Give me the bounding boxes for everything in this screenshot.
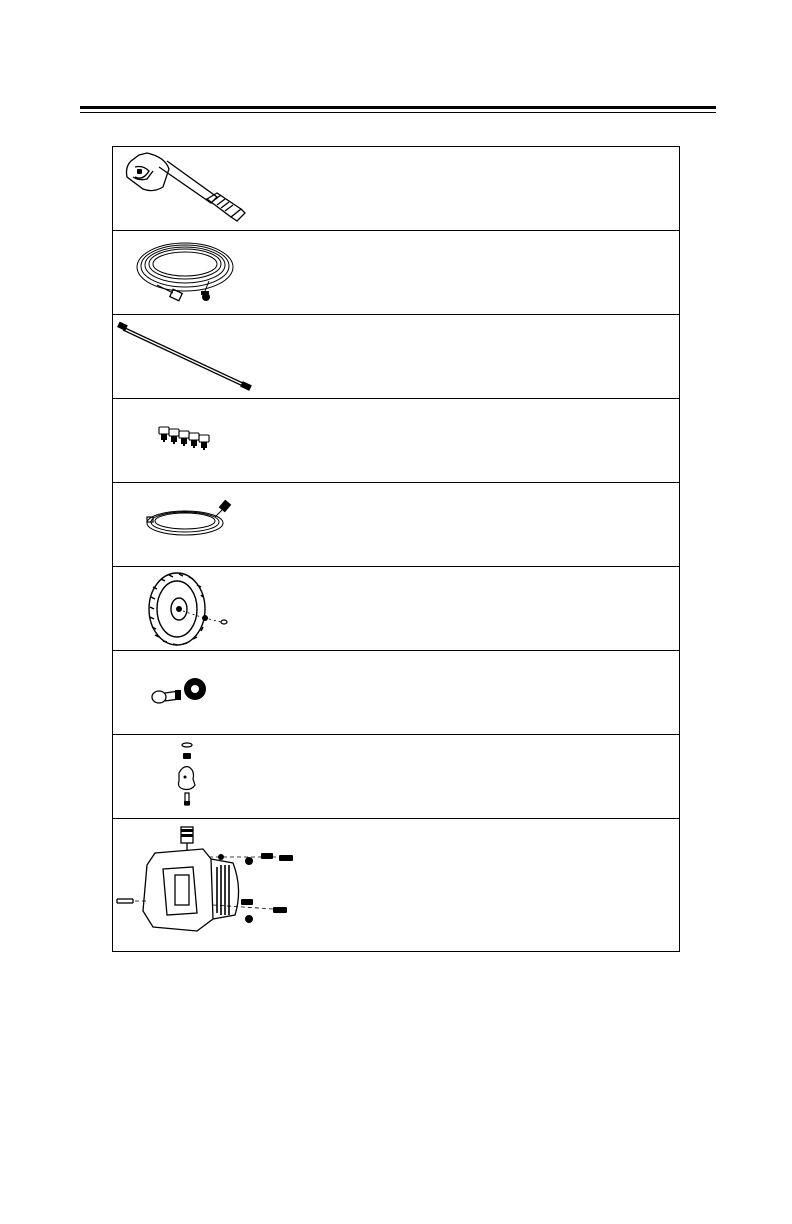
nozzles-illustration <box>113 399 313 483</box>
header-rule-thin <box>80 112 716 113</box>
parts-row-siphon-tube <box>113 483 679 567</box>
parts-row-handle-knob <box>113 651 679 735</box>
wand-illustration <box>113 315 313 399</box>
parts-row-pump-assembly <box>113 819 679 947</box>
header-rule-thick <box>80 106 716 109</box>
siphon-tube-illustration <box>113 483 313 567</box>
parts-table <box>112 146 680 952</box>
parts-row-high-pressure-hose <box>113 231 679 315</box>
wheel-illustration <box>113 567 313 651</box>
parts-row-extension-wand <box>113 315 679 399</box>
hose-hook-illustration <box>113 735 313 819</box>
pump-assembly-illustration <box>113 819 313 947</box>
parts-row-hose-hook <box>113 735 679 819</box>
parts-row-spray-gun <box>113 147 679 231</box>
parts-row-nozzles <box>113 399 679 483</box>
hose-illustration <box>113 231 313 315</box>
handle-knob-illustration <box>113 651 313 735</box>
spray-gun-illustration <box>113 147 313 231</box>
parts-row-wheel <box>113 567 679 651</box>
